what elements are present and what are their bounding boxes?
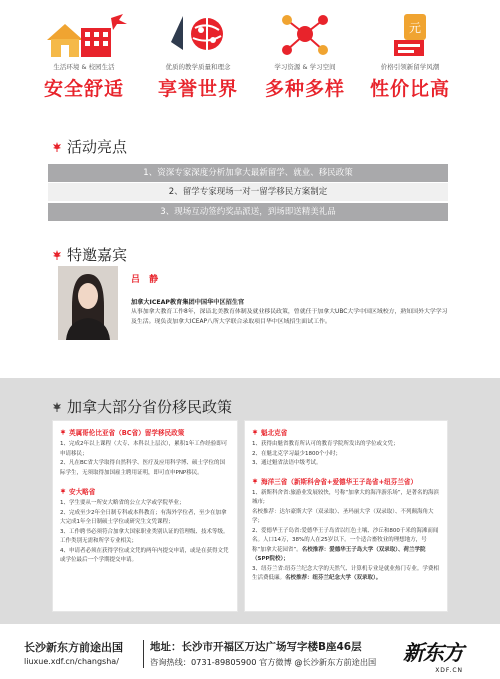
highlight-item: 2、留学专家现场一对一留学移民方案制定 [48,183,448,201]
policy-card-left [52,420,238,612]
province-text: 3、工作聘书必须符合加拿大国家职业类别认证的管理级、技术等级。工作类别无需和所学专业相关； [60,528,229,544]
province-text: 1、新斯科舍省:旅游业发展较快，号称“加拿大的海洋游乐场”，是著名的海滨城市; [252,489,440,505]
province-text: 1、完成2年以上课程（大专、本科以上层次），累积1年工作经验即可申请移民； [60,441,228,457]
guest-bio: 从事加拿大教育工作8年，深谙北美教育体制及就业移民政策，曾就任于加拿大UBC大学中国区域校方，熟知国外大学学习及生活。现负责加拿大ICEAP八所大学联合录取项目华中区域招生面试工作。 [131,309,448,325]
policy-card-right [244,420,448,612]
feature-resources [250,10,360,101]
feature-caption: 价格引领新留学风潮 [380,63,440,71]
highlights-heading [52,136,127,157]
province-text: 2、爱德华王子岛省:爱德华王子岛省以红色土壤、沙丘和800千米的海滩而闻名。人口14万，38%的人在25岁以下。一个适合畜牧业的理想地方，号称“加拿大花园省”。名校推荐：爱德华王子岛大学（双录取）、荷兰学院（SPP院校）； [252,527,439,562]
footer-url[interactable]: liuxue.xdf.cn/changsha/ [24,657,119,666]
guest-position: 加拿大ICEAP教育集团中国华中区招生官 [131,299,245,306]
policy-heading [52,396,232,417]
province-text: 3、纽芬兰省:纽芬兰纪念大学的天然气、计算机专业是就业热门专业。学费相生活费低廉。名校推荐：纽芬兰纪念大学（双录取）。 [252,565,439,581]
feature-headline: 多种多样 [264,78,345,100]
feature-safety [29,10,139,101]
feature-headline: 性价比高 [369,78,450,100]
province-title: 安大略省 [60,486,230,496]
footer-address: 地址：长沙市开福区万达广场写字楼B座46层 [150,641,362,653]
logo-text: 新东方 [403,641,463,665]
feature-value [355,10,465,101]
footer [0,624,500,679]
logo-subtext: XDF.CN [435,667,463,674]
feature-strip [0,0,500,120]
price-icon [355,10,465,60]
province-title: 魁北克省 [252,427,440,437]
guest-photo [58,266,118,340]
feature-quality [143,10,253,101]
network-icon [250,10,360,60]
footer-divider [143,640,144,668]
highlight-item: 1、资深专家深度分析加拿大最新留学、就业、移民政策 [48,164,448,182]
feature-caption: 优质的教学质量和理念 [165,63,231,71]
maple-leaf-icon [252,478,258,484]
feature-caption: 生活环境 & 校园生活 [53,63,115,71]
xdf-logo [403,637,463,674]
maple-leaf-icon [52,250,62,260]
maple-leaf-icon [60,429,66,435]
province-text: 2、在魁北克学习最少1800个小时； [252,450,341,457]
province-text: 3、通过魁省法语中级考试。 [252,460,322,466]
province-title: 海洋三省（新斯科舍省+爱德华王子岛省+纽芬兰省） [252,476,440,486]
maple-leaf-icon [52,142,62,152]
province-title: 英属哥伦比亚省（BC省）留学移民政策 [60,427,230,437]
policy-section [0,378,500,624]
province-text: 1、获得由魁省教育所认可的教育学院所发出的学位或文凭； [252,441,399,447]
section-title: 加拿大部分省份移民政策 [67,398,233,416]
feature-headline: 享誉世界 [157,78,238,100]
svg-text:元: 元 [408,21,422,35]
globe-icon [143,10,253,60]
province-text: 名校推荐：达尔豪斯大学（双录取）、圣玛丽大学（双录取）、不列颠海角大学； [252,508,434,524]
province-text: 2、完成至少2年全日制专科或本科教育；有海外学位者，至少在加拿大完成1年全日制硕士学位或研究生文凭课程； [60,509,227,525]
guest-name: 吕 静 [131,275,162,285]
maple-leaf-icon [252,429,258,435]
province-text: 4、申请者必须在获得学位或文凭的两年内提交申请，或是在获得文凭或学位最后一个学期提交申请。 [60,547,229,563]
province-text: 1、学生要从一所安大略省的公立大学或学院毕业； [60,500,185,506]
section-title: 特邀嘉宾 [67,246,128,264]
maple-leaf-icon [52,402,62,412]
feature-caption: 学习资源 & 学习空间 [274,63,336,71]
footer-contact: 咨询热线：0731-89805900 官方微博 @长沙新东方前途出国 [150,657,377,667]
maple-leaf-icon [60,488,66,494]
house-icon [29,10,139,60]
guests-heading [52,244,127,265]
footer-org: 长沙新东方前途出国 [24,641,123,654]
feature-headline: 安全舒适 [43,78,124,100]
province-text: 2、凡在BC省大学取得自然科学、医疗及应用科学博、硕士学位的国际学生，无须取得加国雇主聘用证明，即可直申PNP移民。 [60,460,226,476]
section-title: 活动亮点 [67,138,128,156]
highlight-item: 3、现场互动签约奖品派送，到场即送精美礼品 [48,203,448,221]
